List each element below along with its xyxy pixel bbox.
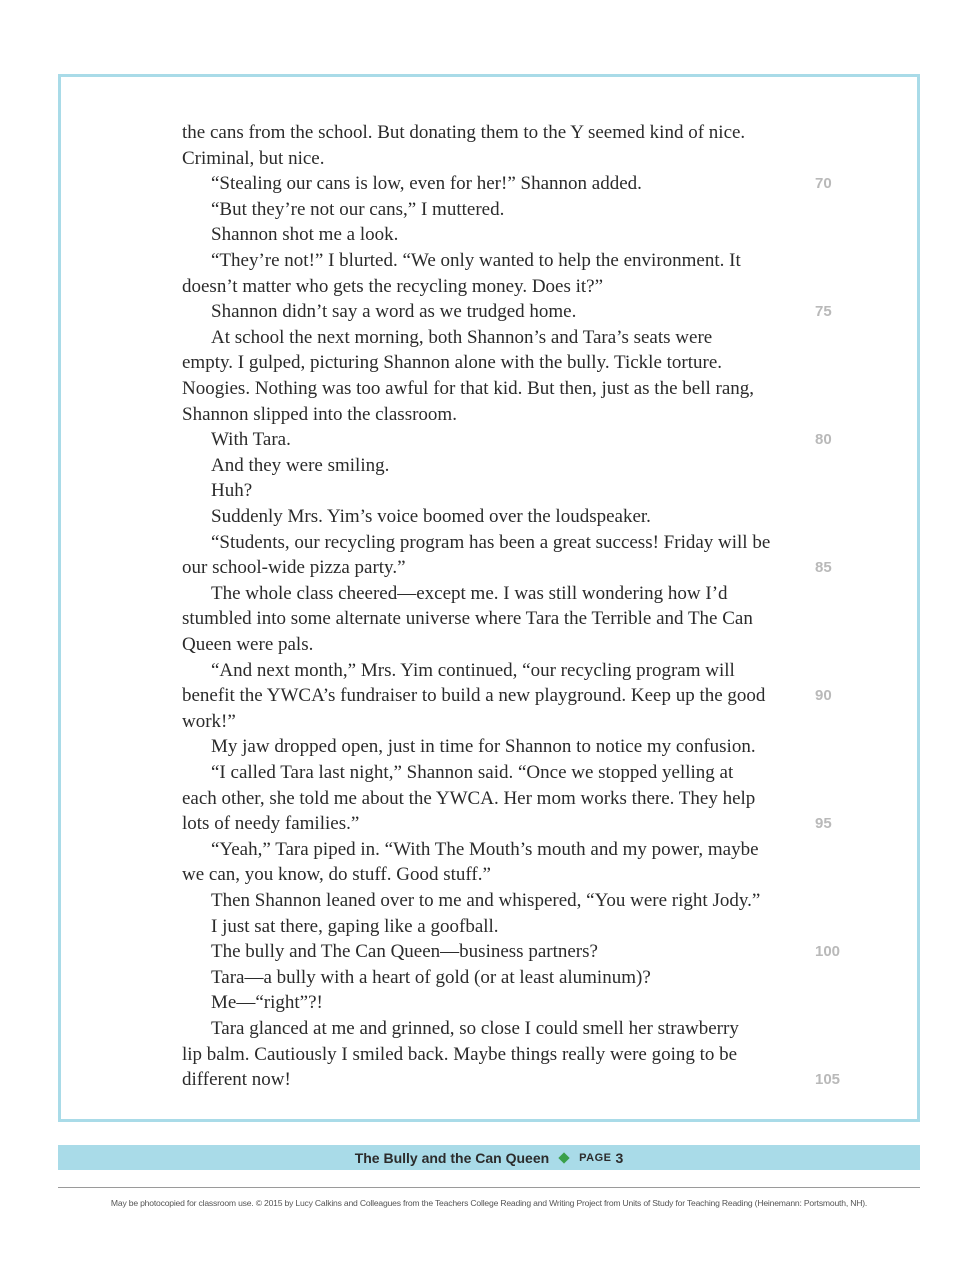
- story-line: The bully and The Can Queen—business partners?: [211, 941, 598, 963]
- footer-title: The Bully and the Can Queen: [354, 1149, 550, 1166]
- story-line: Queen were pals.: [182, 634, 314, 655]
- page-label: PAGE: [579, 1151, 612, 1164]
- story-line: lip balm. Cautiously I smiled back. Maybe things really were going to be: [182, 1043, 738, 1065]
- story-line: different now!: [182, 1069, 291, 1091]
- story-line: With Tara.: [211, 429, 291, 451]
- line-number: 85: [815, 559, 832, 577]
- page-number: 3: [615, 1149, 624, 1166]
- diamond-icon: [558, 1152, 569, 1163]
- story-line: Shannon didn’t say a word as we trudged home.: [211, 301, 577, 323]
- line-number: 95: [815, 815, 832, 833]
- story-line: empty. I gulped, picturing Shannon alone with the bully. Tickle torture.: [182, 352, 723, 374]
- story-line: “Yeah,” Tara piped in. “With The Mouth’s mouth and my power, maybe: [211, 838, 759, 860]
- story-line: I just sat there, gaping like a goofball.: [211, 915, 499, 937]
- line-number: 105: [815, 1071, 841, 1089]
- footer-bar: [58, 1145, 920, 1170]
- story-line: My jaw dropped open, just in time for Shannon to notice my confusion.: [211, 736, 756, 758]
- story-line: Noogies. Nothing was too awful for that kid. But then, just as the bell rang,: [182, 378, 755, 399]
- story-line: Suddenly Mrs. Yim’s voice boomed over the loudspeaker.: [211, 506, 651, 527]
- story-line: the cans from the school. But donating them to the Y seemed kind of nice.: [182, 122, 746, 143]
- story-line: our school-wide pizza party.”: [182, 557, 406, 579]
- story-line: Then Shannon leaned over to me and whispered, “You were right Jody.”: [211, 890, 761, 911]
- story-line: Criminal, but nice.: [182, 147, 325, 169]
- copyright-notice: May be photocopied for classroom use. © 2015 by Lucy Calkins and Colleagues from the Teachers College Reading and Writing Project from Units of Study for Teaching Reading (Heinemann: Portsmouth, NH).: [110, 1198, 868, 1208]
- story-line: work!”: [182, 710, 236, 732]
- line-number: 90: [815, 687, 832, 705]
- story-line: “But they’re not our cans,” I muttered.: [211, 198, 505, 220]
- story-line: “Students, our recycling program has been a great success! Friday will be: [211, 531, 771, 553]
- story-line: benefit the YWCA’s fundraiser to build a new playground. Keep up the good: [182, 685, 766, 707]
- story-line: At school the next morning, both Shannon’s and Tara’s seats were: [211, 326, 713, 348]
- story-line: we can, you know, do stuff. Good stuff.”: [182, 864, 491, 886]
- line-number: 75: [815, 303, 832, 321]
- line-number: 100: [815, 943, 841, 961]
- story-line: Tara—a bully with a heart of gold (or at least aluminum)?: [211, 966, 651, 988]
- story-line: stumbled into some alternate universe where Tara the Terrible and The Can: [182, 608, 753, 630]
- story-line: lots of needy families.”: [182, 813, 360, 835]
- line-number: 80: [815, 431, 832, 449]
- story-line: “And next month,” Mrs. Yim continued, “our recycling program will: [211, 659, 735, 681]
- story-line: “Stealing our cans is low, even for her!” Shannon added.: [211, 173, 642, 195]
- story-line: doesn’t matter who gets the recycling money. Does it?”: [182, 275, 604, 297]
- story-line: each other, she told me about the YWCA. Her mom works there. They help: [182, 787, 756, 809]
- story-line: Me—“right”?!: [211, 992, 323, 1014]
- line-number: 70: [815, 175, 832, 193]
- story-line: The whole class cheered—except me. I was still wondering how I’d: [211, 582, 728, 604]
- story-line: “They’re not!” I blurted. “We only wanted to help the environment. It: [211, 250, 741, 271]
- story-line: “I called Tara last night,” Shannon said. “Once we stopped yelling at: [211, 762, 734, 783]
- story-line: Huh?: [211, 480, 253, 502]
- story-line: Tara glanced at me and grinned, so close I could smell her strawberry: [211, 1018, 739, 1039]
- story-line: Shannon shot me a look.: [211, 224, 399, 246]
- story-line: And they were smiling.: [211, 454, 390, 476]
- footer-divider: [58, 1187, 920, 1188]
- story-line: Shannon slipped into the classroom.: [182, 403, 457, 425]
